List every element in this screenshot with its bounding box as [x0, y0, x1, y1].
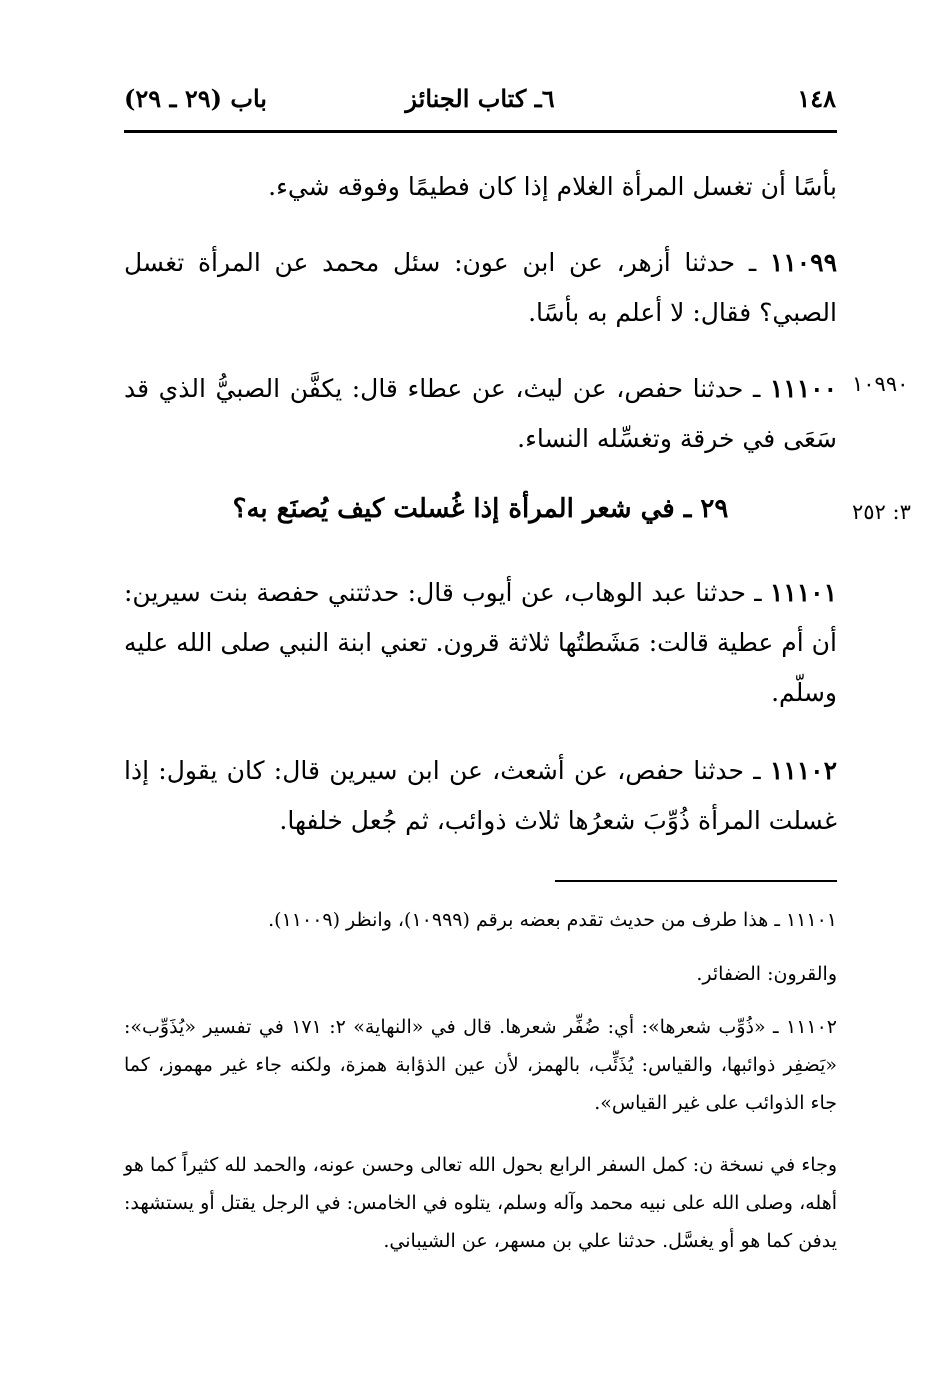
- running-header: [124, 84, 836, 124]
- paragraph-continuation: [124, 162, 837, 212]
- chapter-range: باب (٢٩ ـ ٢٩): [124, 84, 267, 113]
- margin-cross-reference: ١٠٩٩٠: [852, 372, 909, 396]
- header-rule: [124, 130, 837, 133]
- hadith-text: ـ حدثنا عبد الوهاب، عن أيوب قال: حدثتني حفصة بنت سيرين: أن أم عطية قالت: مَشَطتُها ثلاثة قرون. تعني ابنة النبي صلى الله عليه وسلّم.: [124, 578, 837, 707]
- hadith-text: ـ حدثنا حفص، عن أشعث، عن ابن سيرين قال: كان يقول: إذا غسلت المرأة ذُوِّبَ شعرُها ثلاث ذوائب، ثم جُعل خلفها.: [124, 756, 837, 835]
- hadith-11101: [124, 568, 837, 718]
- hadith-11100: [124, 364, 837, 464]
- page-number: ١٤٨: [797, 84, 836, 113]
- footnote-11102: ١١١٠٢ ـ «ذُوِّب شعرها»: أي: ضُفِّر شعرها. قال في «النهاية» ٢: ١٧١ في تفسير «يُذَوِّب»: «يَضفِر ذوائبها، والقياس: يُذَئِّب، بالهمز، لأن عين الذؤابة همزة، ولكنه جاء غير مهموز، كما جاء الذوائب على غير القياس».: [124, 1016, 838, 1114]
- footnote-qurun: والقرون: الضفائر.: [696, 963, 837, 985]
- hadith-number: ١١١٠٠: [769, 374, 837, 403]
- hadith-text: ـ حدثنا حفص، عن ليث، عن عطاء قال: يكفَّن الصبيُّ الذي قد سَعَى في خرقة وتغسِّله النساء.: [124, 374, 837, 453]
- footnote-rule: [555, 880, 837, 882]
- footnote-manuscript: وجاء في نسخة ن: كمل السفر الرابع بحول الله تعالى وحسن عونه، والحمد لله كثيراً كما هو أهله، وصلى الله على نبيه محمد وآله وسلم، يتلوه في الخامس: في الرجل يقتل أو يستشهد: يدفن كما هو أو يغسَّل. حدثنا علي بن مسهر، عن الشيباني.: [124, 1154, 837, 1252]
- hadith-number: ١١٠٩٩: [769, 248, 837, 277]
- book-title: ٦ـ كتاب الجنائز: [405, 84, 555, 113]
- hadith-11099: [124, 238, 837, 338]
- footnote-11101: ١١١٠١ ـ هذا طرف من حديث تقدم بعضه برقم (١٠٩٩٩)، وانظر (١١٠٠٩).: [268, 909, 837, 931]
- hadith-number: ١١١٠٢: [769, 756, 837, 785]
- margin-volume-reference: ٣: ٢٥٢: [852, 500, 911, 524]
- paragraph-text: بأسًا أن تغسل المرأة الغلام إذا كان فطيمًا وفوقه شيء.: [268, 172, 837, 201]
- hadith-11102: [124, 746, 837, 846]
- hadith-number: ١١١٠١: [769, 578, 837, 607]
- hadith-text: ـ حدثنا أزهر، عن ابن عون: سئل محمد عن المرأة تغسل الصبي؟ فقال: لا أعلم به بأسًا.: [124, 248, 837, 327]
- chapter-heading: ٢٩ ـ في شعر المرأة إذا غُسلت كيف يُصنَع به؟: [232, 494, 729, 524]
